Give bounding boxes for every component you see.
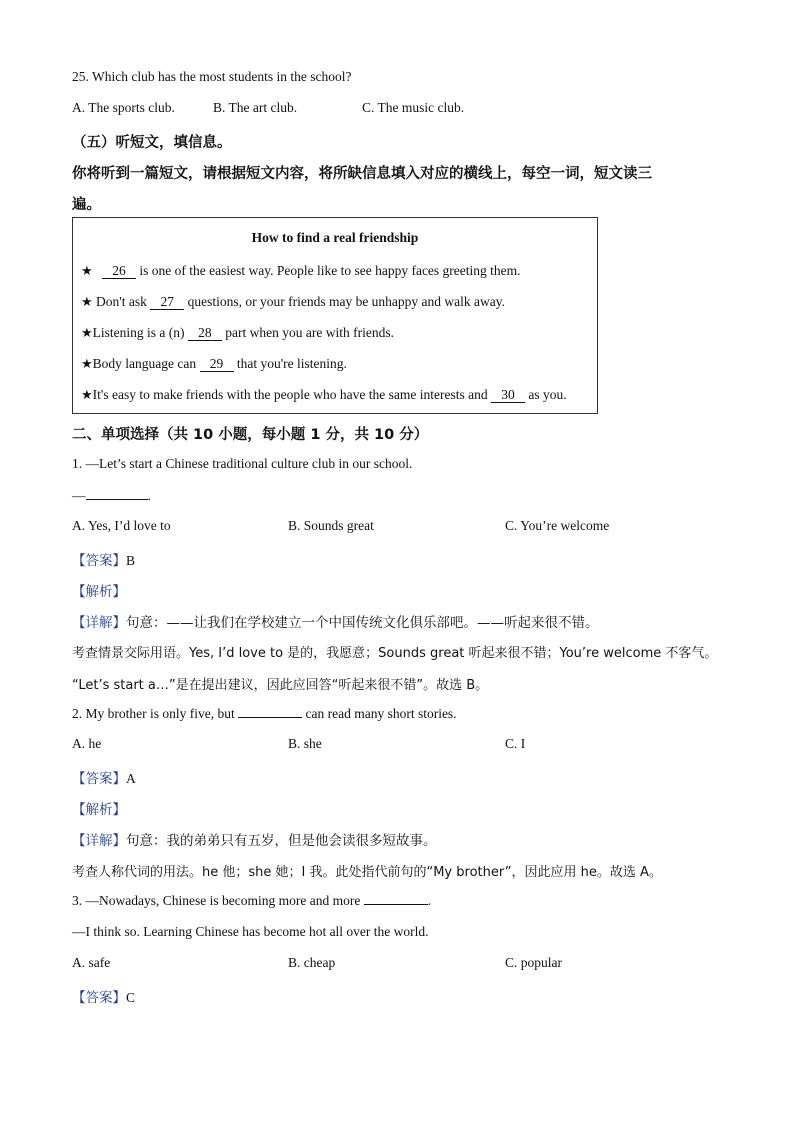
star-icon: ★ <box>81 326 93 341</box>
star-icon: ★ <box>81 295 93 310</box>
answer-label: 【答案】 <box>72 553 126 569</box>
q1-answer: 【答案】B <box>72 553 136 569</box>
friendship-box-title: How to find a real friendship <box>251 230 419 245</box>
q25-option-a: A. The sports club. <box>72 100 175 115</box>
blank-30: 30 <box>491 388 525 403</box>
friendship-row-3: ★Listening is a (n) 28 part when you are with friends. <box>81 325 394 341</box>
q2-option-b: B. she <box>288 736 322 751</box>
q3-option-c: C. popular <box>505 955 562 970</box>
section-5-instruction-line1: 你将听到一篇短文，请根据短文内容，将所缺信息填入对应的横线上，每空一词，短文读三 <box>72 166 652 182</box>
star-icon: ★ <box>81 357 93 372</box>
q1-option-c: C. You’re welcome <box>505 518 610 533</box>
q1-detail: 【详解】句意：——让我们在学校建立一个中国传统文化俱乐部吧。——听起来很不错。 <box>72 615 599 631</box>
question-3-stem: 3. —Nowadays, Chinese is becoming more and more . <box>72 893 432 908</box>
answer-label: 【答案】 <box>72 990 126 1006</box>
section-5-heading: （五）听短文，填信息。 <box>72 135 232 151</box>
q2-detail: 【详解】句意：我的弟弟只有五岁，但是他会读很多短故事。 <box>72 833 437 849</box>
q3-answer: 【答案】C <box>72 990 136 1006</box>
q2-analysis-label: 【解析】 <box>72 802 126 818</box>
q1-explain-2: “Let’s start a…”是在提出建议，因此应回答“听起来很不错”。故选 B。 <box>72 678 489 693</box>
section-2-heading: 二、单项选择（共 10 小题，每小题 1 分，共 10 分） <box>72 427 429 443</box>
q1-option-a: A. Yes, I’d love to <box>72 518 171 533</box>
question-1-reply: — . <box>72 488 151 503</box>
blank-29: 29 <box>200 357 234 372</box>
q2-option-a: A. he <box>72 736 102 751</box>
blank-28: 28 <box>188 326 222 341</box>
question-2-stem: 2. My brother is only five, but can read many short stories. <box>72 706 457 721</box>
q2-option-c: C. I <box>505 736 526 751</box>
question-1-stem: 1. —Let’s start a Chinese traditional culture club in our school. <box>72 456 413 471</box>
q3-option-a: A. safe <box>72 955 111 970</box>
friendship-row-4: ★Body language can 29 that you're listening. <box>81 356 347 372</box>
friendship-row-2: ★ Don't ask 27 questions, or your friends may be unhappy and walk away. <box>81 294 506 310</box>
q2-explain-1: 考查人称代词的用法。he 他；she 她；I 我。此处指代前句的“My brother”，因此应用 he。故选 A。 <box>72 865 662 880</box>
star-icon: ★ <box>81 264 93 279</box>
section-5-instruction-line2: 遍。 <box>72 197 101 213</box>
q25-option-c: C. The music club. <box>362 100 465 115</box>
q1-explain-1: 考查情景交际用语。Yes, I’d love to 是的，我愿意；Sounds great 听起来很不错；You’re welcome 不客气。 <box>72 646 718 661</box>
q1-analysis-label: 【解析】 <box>72 584 126 600</box>
question-3-reply: —I think so. Learning Chinese has become hot all over the world. <box>72 924 429 939</box>
question-25-stem: 25. Which club has the most students in the school? <box>72 69 352 84</box>
blank-26: 26 <box>102 264 136 279</box>
friendship-row-1: ★ 26 is one of the easiest way. People like to see happy faces greeting them. <box>81 263 521 279</box>
star-icon: ★ <box>81 388 93 403</box>
q1-option-b: B. Sounds great <box>288 518 374 533</box>
answer-label: 【答案】 <box>72 771 126 787</box>
q25-option-b: B. The art club. <box>213 100 298 115</box>
friendship-row-5: ★It's easy to make friends with the people who have the same interests and 30 as you. <box>81 387 567 403</box>
blank-27: 27 <box>150 295 184 310</box>
q2-answer: 【答案】A <box>72 771 136 787</box>
friendship-box <box>72 217 598 414</box>
q3-option-b: B. cheap <box>288 955 336 970</box>
